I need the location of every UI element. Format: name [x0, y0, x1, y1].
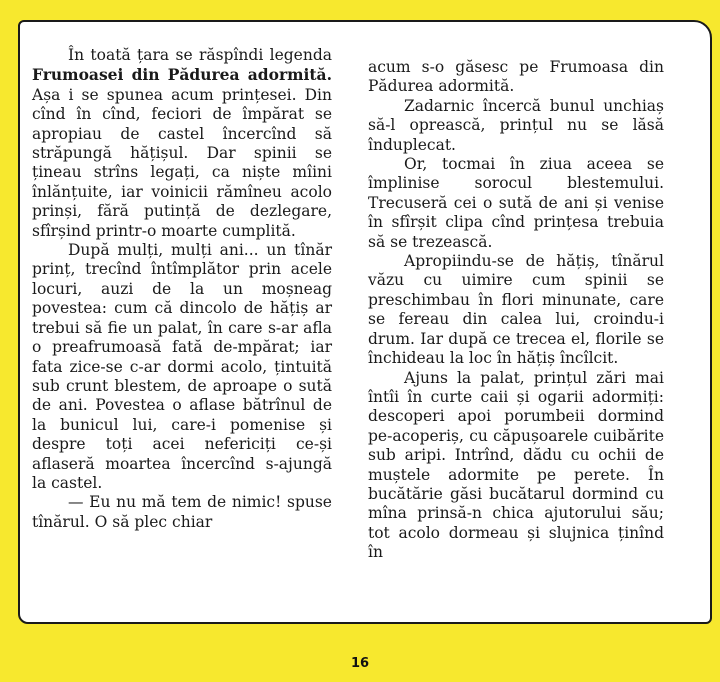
- paragraph: — Eu nu mă tem de nimic! spuse tînărul. O să plec chiar: [32, 493, 332, 531]
- paragraph: acum s-o găsesc pe Frumoasa din Pădurea adormită.: [368, 58, 664, 96]
- story-title-bold: Frumoasei din Pădurea adormită.: [32, 65, 332, 85]
- left-column: [32, 46, 332, 532]
- page-number: 16: [350, 656, 370, 671]
- text-run: Așa i se spunea acum prințesei. Din cînd în cînd, feciori de împărat se apropiau de castel încercînd să străpungă hățișul. Dar spinii se țineau strîns legați, ca niște mîini înlănțuite, iar voinicii rămîneu acolo prinși, fără putință de dezlegare, sfîrșind printr-o moarte cumplită.: [32, 85, 332, 240]
- paragraph: Apropiindu-se de hățiș, tînărul văzu cu uimire cum spinii se preschimbau în flori minunate, care se fereau din calea lui, croindu-i drum. Iar după ce trecea el, florile se închideau la loc în hățiș încîlcit.: [368, 252, 664, 368]
- paragraph: Ajuns la palat, prințul zări mai întîi în curte caii și ogarii adormiți: descoperi apoi porumbeii dormind pe-acoperiș, cu căpușoarele cuibărite sub aripi. Intrînd, dădu cu ochii de muștele adormite pe perete. În bucătărie găsi bucătarul dormind cu mîna prinsă-n chica ajutorului său; tot acolo dormeau și slujnica ținînd în: [368, 368, 664, 562]
- paragraph: Zadarnic încercă bunul unchiaș să-l oprească, prințul nu se lăsă înduplecat.: [368, 96, 664, 154]
- text-run: În toată țara se răspîndi legenda: [68, 46, 332, 64]
- paragraph: Or, tocmai în ziua aceea se împlinise sorocul blestemului. Trecuseră cei o sută de ani și venise în sfîrșit clipa cînd prințesa trebuia să se trezească.: [368, 155, 664, 251]
- paragraph: După mulți, mulți ani... un tînăr prinț, trecînd întîmplător prin acele locuri, auzi de la un moșneag povestea: cum că dincolo de hățiș ar trebui să fie un palat, în care s-ar afla o preafrumoasă fată de-mpărat; iar fata zice-se c-ar dormi acolo, țintuită sub crunt blestem, de aproape o sută de ani. Povestea o aflase bătrînul de la bunicul lui, care-i pomenise și despre toți acei nefericiți ce-și aflaseră moartea încercînd s-ajungă la castel.: [32, 241, 332, 492]
- paragraph: [32, 46, 332, 241]
- right-column: [368, 58, 664, 563]
